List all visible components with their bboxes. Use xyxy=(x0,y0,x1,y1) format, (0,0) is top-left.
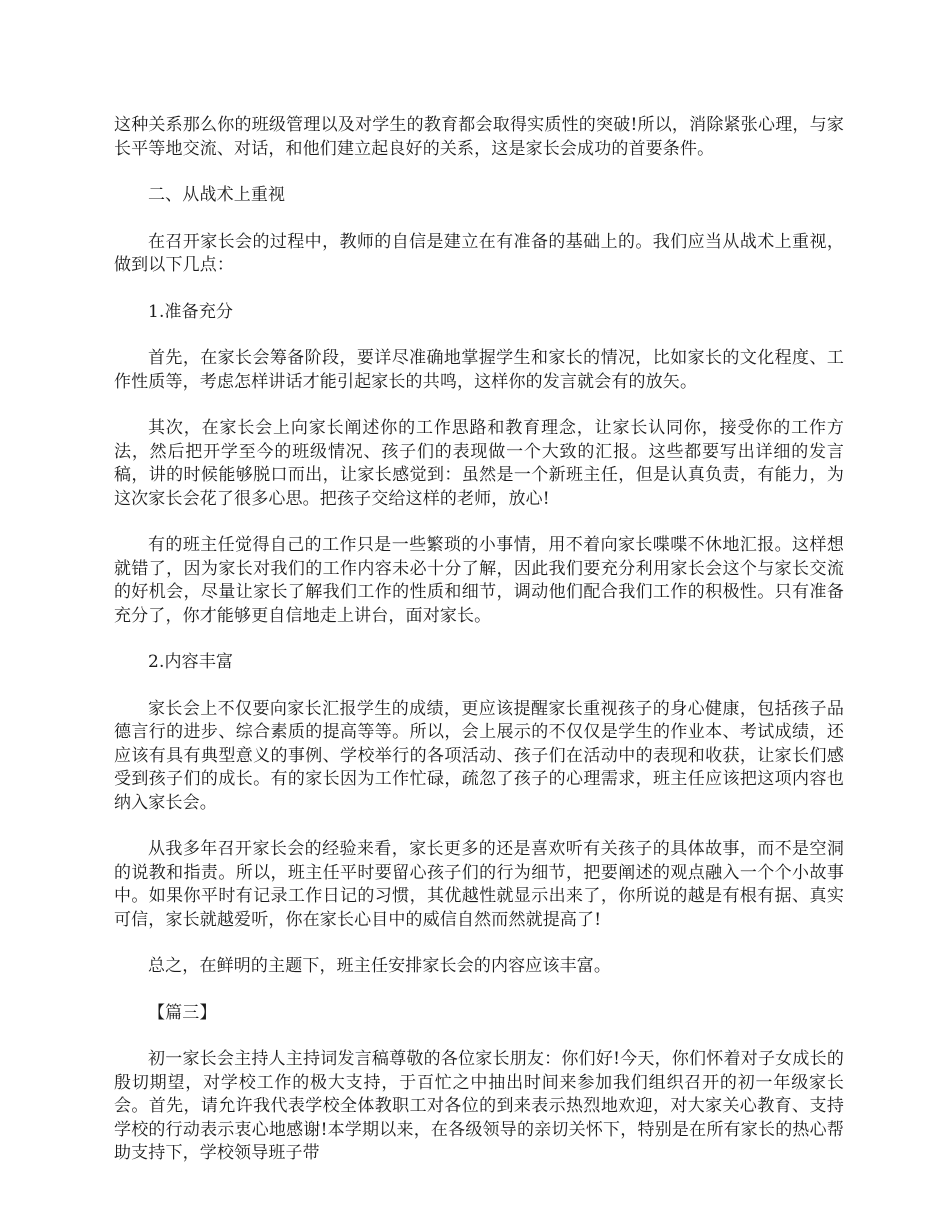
paragraph-some-teachers: 有的班主任觉得自己的工作只是一些繁琐的小事情，用不着向家长喋喋不休地汇报。这样想就错了，因为家长对我们的工作内容未必十分了解，因此我们要充分利用家长会这个与家长交流的好机会，尽量让家长了解我们工作的性质和细节，调动他们配合我们工作的积极性。只有准备充分了，你才能够更自信地走上讲台，面对家长。 xyxy=(114,535,844,626)
subheading-rich-content: 2.内容丰富 xyxy=(148,652,234,672)
paragraph-summary: 总之，在鲜明的主题下，班主任安排家长会的内容应该丰富。 xyxy=(148,956,612,976)
paragraph-host-speech: 初一家长会主持人主持词发言稿尊敬的各位家长朋友：你们好!今天，你们怀着对子女成长的殷切期望，对学校工作的极大支持，于百忙之中抽出时间来参加我们组织召开的初一年级家长会。首先，请允许我代表学校全体教职工对各位的到来表示热烈地欢迎，对大家关心教育、支持学校的行动表示衷心地感谢!本学期以来，在各级领导的亲切关怀下，特别是在所有家长的热心帮助支持下，学校领导班子带 xyxy=(114,1049,844,1163)
paragraph-report-content: 家长会上不仅要向家长汇报学生的成绩，更应该提醒家长重视孩子的身心健康，包括孩子品德言行的进步、综合素质的提高等等。所以，会上展示的不仅仅是学生的作业本、考试成绩，还应该有具有典型意义的事例、学校举行的各项活动、孩子们在活动中的表现和收获，让家长们感受到孩子们的成长。有的家长因为工作忙碌，疏忽了孩子的心理需求，班主任应该把这项内容也纳入家长会。 xyxy=(114,698,844,813)
subheading-preparation: 1.准备充分 xyxy=(148,301,234,322)
paragraph-first: 首先，在家长会筹备阶段，要详尽准确地掌握学生和家长的情况，比如家长的文化程度、工作性质等，考虑怎样讲话才能引起家长的共鸣，这样你的发言就会有的放矢。 xyxy=(114,348,844,392)
section-marker-part-three: 【篇三】 xyxy=(148,1002,217,1023)
paragraph-intro-confidence: 在召开家长会的过程中，教师的自信是建立在有准备的基础上的。我们应当从战术上重视，做到以下几点： xyxy=(114,231,844,275)
document-page xyxy=(114,114,844,1189)
paragraph-second: 其次，在家长会上向家长阐述你的工作思路和教育理念，让家长认同你，接受你的工作方法，然后把开学至今的班级情况、孩子们的表现做一个大致的汇报。这些都要写出详细的发言稿，讲的时候能够脱口而出，让家长感觉到：虽然是一个新班主任，但是认真负责，有能力，为这次家长会花了很多心思。把孩子交给这样的老师，放心! xyxy=(114,418,844,509)
paragraph-continuation: 这种关系那么你的班级管理以及对学生的教育都会取得实质性的突破!所以，消除紧张心理，与家长平等地交流、对话，和他们建立起良好的关系，这是家长会成功的首要条件。 xyxy=(114,115,844,159)
paragraph-experience: 从我多年召开家长会的经验来看，家长更多的还是喜欢听有关孩子的具体故事，而不是空洞的说教和指责。所以，班主任平时要留心孩子们的行为细节，把要阐述的观点融入一个个小故事中。如果你平时有记录工作日记的习惯，其优越性就显示出来了，你所说的越是有根有据、真实可信，家长就越爱听，你在家长心目中的威信自然而然就提高了! xyxy=(114,839,844,930)
section-heading-tactics: 二、从战术上重视 xyxy=(148,185,286,205)
